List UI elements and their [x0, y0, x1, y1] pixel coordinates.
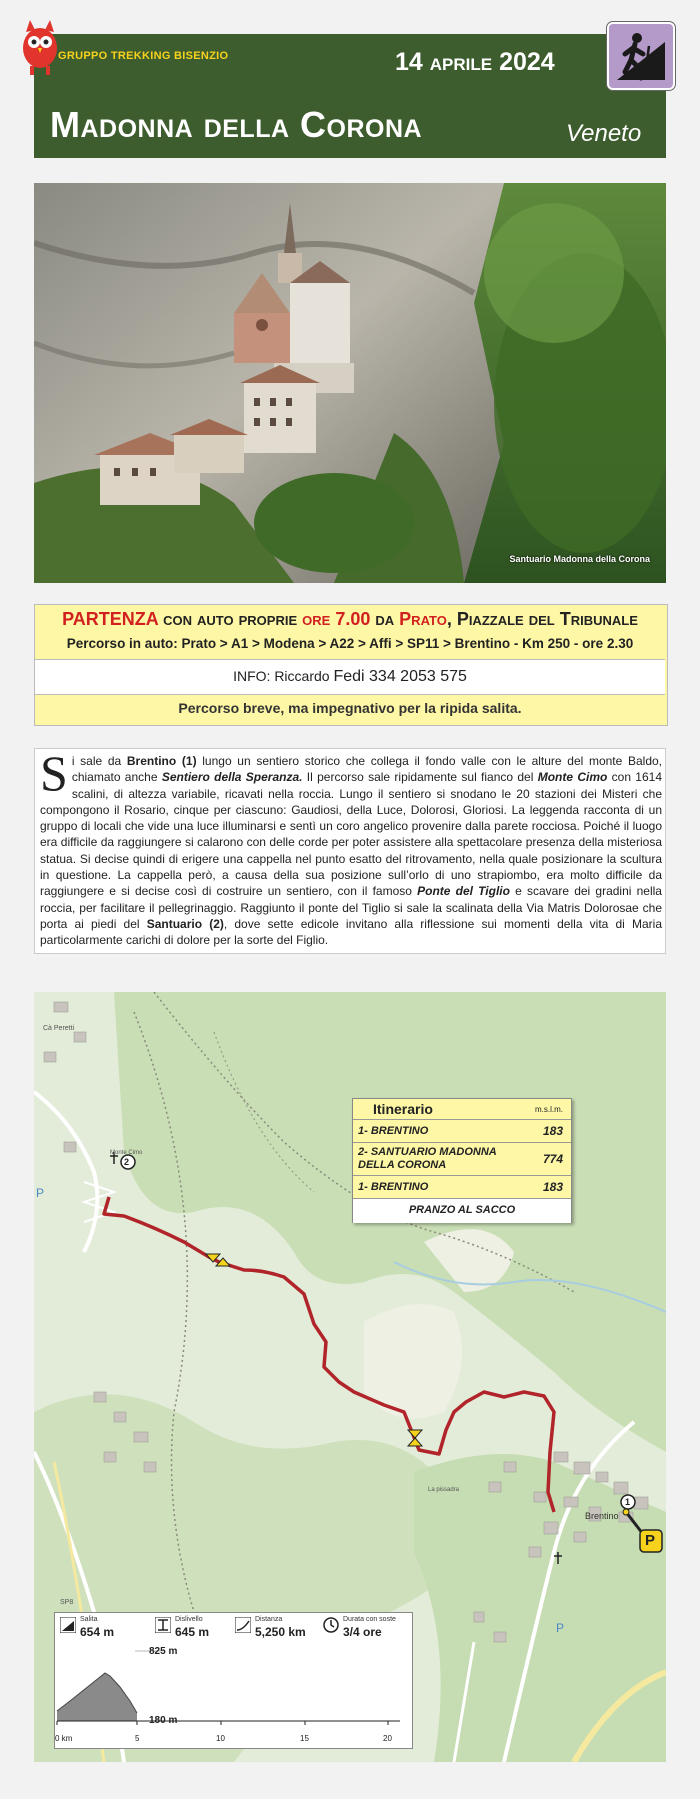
label-ca-peretti: Cà Peretti: [43, 1025, 75, 1032]
lunch-note: PRANZO AL SACCO: [408, 1204, 516, 1216]
group-name: GRUPPO TREKKING BISENZIO: [58, 50, 229, 62]
itinerary-title: Itinerario: [373, 1101, 433, 1117]
elevation-diff-label: Dislivello: [175, 1616, 203, 1623]
con-auto-text: con auto proprie: [163, 609, 298, 629]
distance-icon: [235, 1617, 251, 1633]
departure-headline: [0, 609, 700, 630]
stop-name: 1- BRENTINO: [358, 1181, 429, 1193]
itinerary-header: [353, 1099, 571, 1119]
departure-place: , Piazzale del Tribunale: [446, 609, 638, 629]
itinerary-unit: m.s.l.m.: [535, 1105, 563, 1114]
ascent-icon: [60, 1617, 76, 1633]
photo-caption: Santuario Madonna della Corona: [509, 554, 650, 564]
profile-min-label: 180 m: [149, 1715, 178, 1726]
desc-bold: Santuario (2): [146, 916, 224, 931]
itinerary-row: [353, 1175, 571, 1198]
desc-part: e scavare dei gradini nella roccia, per facilitare il pellegrinaggio. Raggiunto il ponte del Tiglio si sale la scalinata della Via Matris Dolorosae che porta ai piedi del: [40, 884, 662, 931]
desc-part: lungo un sentiero storico che collega il fondo valle con le alture del monte Baldo, chiamato anche: [71, 754, 663, 785]
itinerary-row: [353, 1142, 571, 1175]
desc-part: , dove sette edicole invitano alla riflessione sui momenti della vita di Maria particolarmente carichi di dolore per la sorte del Figlio.: [40, 916, 662, 948]
hiker-uphill-icon: [607, 22, 675, 90]
desc-italic: Sentiero della Speranza.: [161, 770, 303, 785]
parking-icon: P: [645, 1532, 656, 1549]
region-label: Veneto: [566, 120, 642, 147]
partenza-word: PARTENZA: [62, 609, 159, 629]
x-tick: 5: [135, 1734, 140, 1743]
itinerary-row: [353, 1119, 571, 1142]
label-brentino: Brentino: [585, 1511, 619, 1521]
itinerary-row: [353, 1198, 571, 1223]
clock-icon: [323, 1617, 339, 1633]
elevation-diff-icon: [155, 1617, 171, 1633]
departure-city: Prato: [399, 609, 447, 629]
ascent-value: 654 m: [80, 1625, 115, 1639]
itinerary-table: [352, 1098, 572, 1223]
desc-part: i sale da: [71, 754, 127, 768]
owl-logo-icon: [18, 18, 62, 78]
stop-name: DELLA CORONA: [358, 1159, 447, 1171]
stop-altitude: 183: [542, 1124, 563, 1138]
info-phone: Fedi 334 2053 575: [333, 668, 467, 685]
date-day: 14: [395, 48, 423, 76]
elevation-profile: [55, 1641, 412, 1733]
stats-panel: [54, 1612, 413, 1749]
desc-italic: Ponte del Tiglio: [417, 884, 510, 899]
sanctuary-photo: [34, 183, 666, 583]
date-month: APRILE: [429, 55, 493, 74]
dropcap: S: [40, 745, 68, 801]
ascent-label: Salita: [80, 1616, 98, 1623]
svg-text:P: P: [36, 1186, 45, 1200]
desc-part: Il percorso sale ripidamente sul fianco del: [302, 770, 538, 785]
duration-value: 3/4 ore: [343, 1625, 382, 1639]
desc-bold: Brentino (1): [126, 754, 197, 768]
date-year: 2024: [499, 48, 555, 76]
duration-label: Durata con soste: [343, 1616, 396, 1623]
label-sp8: SP8: [60, 1599, 74, 1606]
stop-name: 1- BRENTINO: [358, 1125, 429, 1137]
label-monte-cimo: Monte Cimo: [110, 1150, 143, 1156]
info-label: INFO: Riccardo: [233, 668, 330, 684]
x-tick: 20: [383, 1734, 392, 1743]
da-text: da: [375, 609, 395, 629]
car-route: Percorso in auto: Prato > A1 > Modena > A22 > Affi > SP11 > Brentino - Km 250 - ore 2.30: [66, 636, 634, 651]
difficulty-note: Percorso breve, ma impegnativo per la ripida salita.: [178, 700, 522, 716]
profile-max-label: 825 m: [149, 1646, 178, 1657]
desc-part: con 1614 scalini, di altezza variabile, ricavati nella roccia. Lungo il sentiero si snodano le 20 stazioni dei Misteri che compongono il Rosario, cinque per ciascuno: Gaudiosi, della Luce, Dolorosi, Gloriosi. La leggenda racconta di un gruppo di locali che vide una luce illuminarsi e sentì un coro angelico provenire dalla parete rocciosa. Poiché il luogo era difficile da raggiungere si calarono con delle corde per poter assistere alla spettacolare presenza della misteriosa statua. Si decise quindi di erigere una cappella nel punto esatto del ritrovamento, nella quale posizionare la scultura in questione. La cappella però, a causa della sua posizione sull’orlo di uno strapiombo, era molto difficile da raggiungere e si decise così di costruire un sentiero, con il famoso: [40, 770, 662, 899]
svg-text:P: P: [556, 1621, 565, 1635]
elevation-diff-value: 645 m: [175, 1625, 210, 1639]
stop-altitude: 183: [542, 1180, 563, 1194]
stop-name: 2- SANTUARIO MADONNA: [358, 1146, 497, 1158]
marker-2: 2: [124, 1157, 130, 1167]
desc-italic: Monte Cimo: [537, 770, 608, 785]
x-tick: 0 km: [55, 1734, 73, 1743]
distance-label: Distanza: [255, 1616, 283, 1623]
label-la-pissadra: La pissadra: [428, 1487, 460, 1493]
x-tick: 15: [300, 1734, 309, 1743]
info-contact: [0, 668, 700, 686]
distance-value: 5,250 km: [255, 1625, 306, 1639]
marker-1: 1: [625, 1497, 631, 1507]
description-text: [40, 745, 663, 949]
event-date: [395, 48, 555, 77]
departure-time: ore 7.00: [302, 609, 371, 629]
stop-altitude: 774: [542, 1152, 563, 1166]
page-title: Madonna della Corona: [50, 104, 423, 145]
x-tick: 10: [216, 1734, 225, 1743]
